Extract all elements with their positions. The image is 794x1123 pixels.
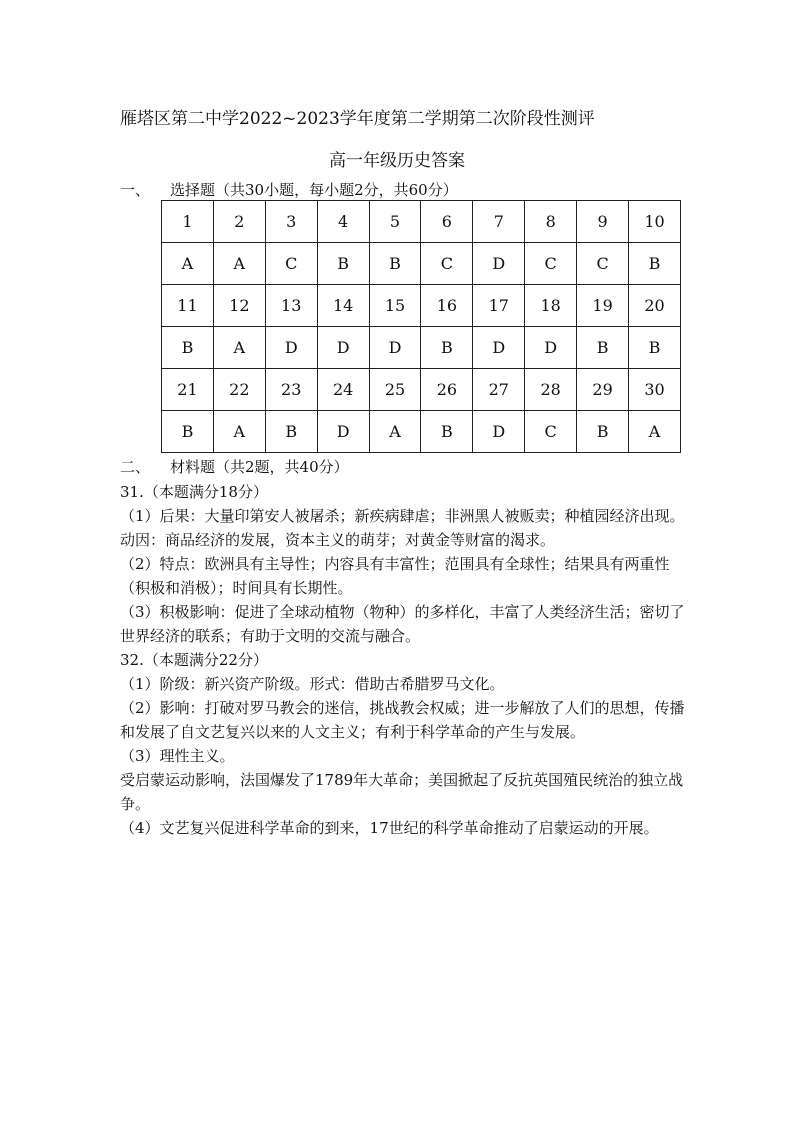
answer-cell: B <box>629 327 681 369</box>
answer-table-row <box>162 327 681 369</box>
answer-cell: A <box>162 243 214 285</box>
question-number-cell: 28 <box>525 369 577 411</box>
answer-cell: D <box>317 411 369 453</box>
q31-header: 31.（本题满分18分） <box>120 483 268 501</box>
answer-cell: D <box>317 327 369 369</box>
answer-cell: B <box>369 243 421 285</box>
question-number-cell: 30 <box>629 369 681 411</box>
q32-part2: （2）影响：打破对罗马教会的迷信，挑战教会权威；进一步解放了人们的思想，传播和发展了自文艺复兴以来的人文主义；有利于科学革命的产生与发展。 <box>120 699 685 741</box>
question-number-cell: 21 <box>162 369 214 411</box>
section-choice-heading <box>120 179 458 200</box>
question-number-cell: 17 <box>473 285 525 327</box>
q32-part1: （1）阶级：新兴资产阶级。形式：借助古希腊罗马文化。 <box>120 675 505 693</box>
answer-cell: D <box>525 327 577 369</box>
answer-table-row <box>162 243 681 285</box>
q32-part4: （4）文艺复兴促进科学革命的到来，17世纪的科学革命推动了启蒙运动的开展。 <box>120 819 659 837</box>
answer-table-row <box>162 285 681 327</box>
question-number-cell: 24 <box>317 369 369 411</box>
question-number-cell: 14 <box>317 285 369 327</box>
question-number-cell: 15 <box>369 285 421 327</box>
question-number-cell: 1 <box>162 201 214 243</box>
answer-cell: B <box>421 327 473 369</box>
answer-cell: B <box>265 411 317 453</box>
question-number-cell: 9 <box>577 201 629 243</box>
section-choice-number: 一、 <box>120 181 151 199</box>
answer-cell: D <box>265 327 317 369</box>
answer-table-row <box>162 411 681 453</box>
answer-cell: C <box>421 243 473 285</box>
q31-part2: （2）特点：欧洲具有主导性；内容具有丰富性；范围具有全球性；结果具有两重性（积极和消极）；时间具有长期性。 <box>120 555 670 597</box>
answer-cell: A <box>369 411 421 453</box>
answer-cell: D <box>473 327 525 369</box>
q32-header: 32.（本题满分22分） <box>120 651 268 669</box>
question-number-cell: 8 <box>525 201 577 243</box>
section-choice-title: 选择题（共30小题，每小题2分，共60分） <box>170 181 458 199</box>
question-number-cell: 20 <box>629 285 681 327</box>
answer-cell: C <box>577 243 629 285</box>
answer-cell: C <box>525 411 577 453</box>
question-number-cell: 10 <box>629 201 681 243</box>
question-number-cell: 26 <box>421 369 473 411</box>
answer-cell: B <box>162 411 214 453</box>
section-material-title: 材料题（共2题，共40分） <box>170 458 349 476</box>
answer-cell: B <box>421 411 473 453</box>
answer-table-row <box>162 201 681 243</box>
question-number-cell: 11 <box>162 285 214 327</box>
answer-cell: D <box>473 411 525 453</box>
question-number-cell: 27 <box>473 369 525 411</box>
answer-cell: B <box>577 411 629 453</box>
question-number-cell: 5 <box>369 201 421 243</box>
answers-body <box>120 480 690 840</box>
answer-cell: A <box>213 411 265 453</box>
answer-table-row <box>162 369 681 411</box>
question-number-cell: 12 <box>213 285 265 327</box>
question-number-cell: 25 <box>369 369 421 411</box>
answer-cell: B <box>577 327 629 369</box>
question-number-cell: 23 <box>265 369 317 411</box>
answer-cell: A <box>213 327 265 369</box>
answer-cell: D <box>473 243 525 285</box>
document-title: 雁塔区第二中学2022~2023学年度第二学期第二次阶段性测评 <box>120 109 595 129</box>
answer-cell: B <box>162 327 214 369</box>
question-number-cell: 18 <box>525 285 577 327</box>
q32-part3: （3）理性主义。 <box>120 747 235 765</box>
question-number-cell: 3 <box>265 201 317 243</box>
answer-cell: A <box>629 411 681 453</box>
answer-cell: B <box>317 243 369 285</box>
answer-table <box>161 200 681 453</box>
question-number-cell: 2 <box>213 201 265 243</box>
q31-part1: （1）后果：大量印第安人被屠杀；新疾病肆虐；非洲黑人被贩卖；种植园经济出现。动因：商品经济的发展，资本主义的萌芽；对黄金等财富的渴求。 <box>120 507 685 549</box>
answer-cell: B <box>629 243 681 285</box>
answer-cell: D <box>369 327 421 369</box>
question-number-cell: 19 <box>577 285 629 327</box>
question-number-cell: 13 <box>265 285 317 327</box>
answer-cell: A <box>213 243 265 285</box>
q31-part3: （3）积极影响：促进了全球动植物（物种）的多样化，丰富了人类经济生活；密切了世界经济的联系；有助于文明的交流与融合。 <box>120 603 685 645</box>
q32-part3-detail: 受启蒙运动影响，法国爆发了1789年大革命；美国掀起了反抗英国殖民统治的独立战争。 <box>120 771 684 813</box>
question-number-cell: 22 <box>213 369 265 411</box>
answer-cell: C <box>525 243 577 285</box>
question-number-cell: 16 <box>421 285 473 327</box>
question-number-cell: 4 <box>317 201 369 243</box>
question-number-cell: 29 <box>577 369 629 411</box>
question-number-cell: 7 <box>473 201 525 243</box>
section-material-number: 二、 <box>120 458 151 476</box>
document-subtitle: 高一年级历史答案 <box>329 151 465 171</box>
answer-cell: C <box>265 243 317 285</box>
question-number-cell: 6 <box>421 201 473 243</box>
section-material-heading <box>120 456 349 477</box>
